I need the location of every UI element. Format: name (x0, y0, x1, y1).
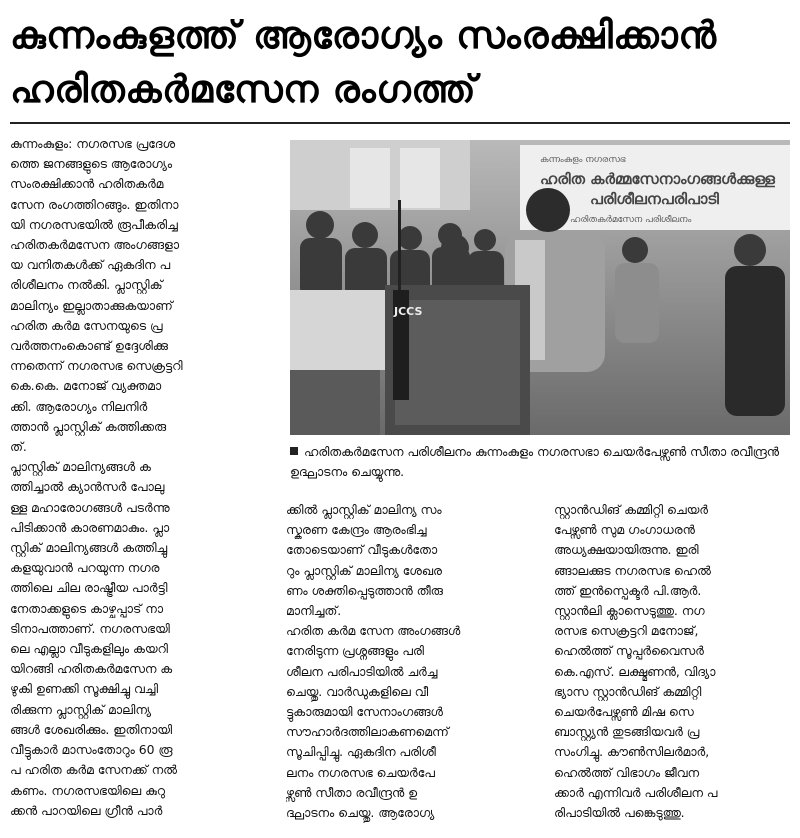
article-line: ത്താൻ പ്ലാസ്റ്റിക് കത്തിക്കരു (10, 418, 167, 434)
article-line: ശീലന പരിപാടിയിൽ ചർച്ച (286, 663, 438, 679)
article-line: വർത്തനംകൊണ്ട് ഉദ്ദേശിക്കു (10, 338, 168, 354)
article-line: ഹരിത കർമ സേനയുടെ പ്ര (10, 317, 163, 333)
news-photo (290, 140, 790, 435)
banner-line-3: ഹരിതകർമസേന പരിശീലനം (570, 215, 692, 225)
article-line: യ വനിതകൾക്ക് ഏകദിന പ (10, 257, 171, 273)
article-line: ന്നതെന്ന് നഗരസഭ സെക്രട്ടറി (10, 358, 183, 374)
article-line: ട്ടുകാരുമായി സേനാംഗങ്ങൾ (286, 704, 443, 720)
article-line: ബാസ്റ്റ്യൻ തുടങ്ങിയവർ പ്ര (554, 724, 700, 740)
article-line: ചെയ്തു. വാർഡുകളിലെ വീ (286, 683, 429, 699)
article-line: തോടെയാണ് വീടുകൾതോ (286, 542, 438, 558)
article-line: സ്റ്റിക് മാലിന്യങ്ങൾ കത്തിച്ചു (10, 540, 168, 556)
article-line: റും പ്ലാസ്റ്റിക് മാലിന്യ ശേഖര (286, 562, 442, 578)
caption-bullet-icon (290, 447, 298, 455)
article-column-2 (286, 500, 534, 823)
article-line: കളയുവാൻ പറയുന്ന നഗര (10, 560, 160, 576)
article-line: മാലിന്യം ഇല്ലാതാക്കുകയാണ് (10, 297, 173, 313)
article-line: ക്കാർ എന്നിവർ പരിശീലന പ (554, 784, 718, 800)
training-event-photo (290, 140, 790, 435)
article-line: യി നഗരസഭയിൽ രൂപീകരിച്ച (10, 216, 178, 232)
banner-line-2: പരിശീലനപരിപാടി (590, 190, 719, 208)
article-line: ള്ള മഹാരോഗങ്ങൾ പടർന്നു (10, 499, 170, 515)
caption-text: ഹരിതകർമസേന പരിശീലനം കുന്നംകുളം നഗരസഭാ ചെയർപേഴ്സൺ സീതാ രവീന്ദ്രൻ ഉദ്ഘാടനം ചെയ്യുന്നു. (290, 444, 779, 479)
article-line: ക്കി. ആരോഗ്യം നിലനിർ (10, 398, 148, 414)
article-column-1 (10, 134, 272, 821)
article-line: ലനം നഗരസഭ ചെയർപേ (286, 764, 435, 780)
article-line: ഴ്സൺ സീതാ രവീന്ദ്രൻ ഉ (286, 784, 418, 800)
article-line: ങ്ങൾ ശേഖരിക്കും. ഇതിനായി (10, 721, 173, 737)
article-line: ഹെൽത്ത് സൂപ്പർവൈസർ (554, 643, 704, 659)
article-line: സംഗിച്ചു. കൗൺസിലർമാർ, (554, 744, 710, 760)
article-line: ത്തെ ജനങ്ങളുടെ ആരോഗ്യം (10, 156, 173, 172)
article-line: ത്. (10, 439, 27, 455)
article-line: സ്റ്റാൻലി ക്ലാസെടുത്തു. നഗ (554, 603, 705, 619)
photo-caption (290, 442, 790, 482)
article-line: കെ.എസ്. ലക്ഷ്മണൻ, വിദ്യാ (554, 663, 716, 679)
article-line: ഭ്യാസ സ്റ്റാൻഡിങ് കമ്മിറ്റി (554, 683, 702, 699)
article-line: യിറങ്ങി ഹരിതകർമസേന ക (10, 661, 173, 677)
article-line: കെ.കെ. മനോജ് വ്യക്തമാ (10, 378, 162, 394)
article-line: സ്റ്റാൻഡിങ് കമ്മിറ്റി ചെയർ (554, 502, 708, 517)
article-line: ത്തിച്ചാൽ ക്യാൻസർ പോലു (10, 479, 165, 495)
article-line: ണം ശക്തിപ്പെടുത്താൻ തീരു (286, 582, 443, 598)
article-line: ഴുകി ഉണക്കി സൂക്ഷിച്ചു വച്ചി (10, 681, 159, 697)
banner-line-1: ഹരിത കർമ്മസേനാംഗങ്ങൾക്കുള്ള (540, 170, 775, 188)
article-line: അധ്യക്ഷയായിരുന്നു. ഇരി (554, 542, 699, 558)
podium-label: JCCS (394, 305, 423, 318)
article-line: പ ഹരിത കർമ സേനക്ക് നൽ (10, 762, 177, 778)
article-line: നേരിടുന്ന പ്രശ്നങ്ങളും പരി (286, 643, 424, 659)
article-line: ഹരിതകർമസേന അംഗങ്ങളാ (10, 237, 180, 253)
article-line: രിപാടിയിൽ പങ്കെടുത്തു. (554, 805, 685, 821)
headline (10, 8, 790, 116)
article-line: ക്കൻ പാറയിലെ ഗ്രീൻ പാർ (10, 802, 163, 818)
article-line: പേഴ്സൺ സുമ ഗംഗാധരൻ (554, 522, 695, 538)
article-line: ചെയർപേഴ്സൺ മിഷ സെ (554, 704, 694, 720)
article-line: കുന്നംകുളം: നഗരസഭ പ്രദേശ (10, 136, 175, 151)
article-line: സംരക്ഷിക്കാൻ ഹരിതകർമ (10, 176, 164, 192)
article-line: പിടിക്കാൻ കാരണമാകും. പ്ലാ (10, 519, 170, 535)
article-line: സേന രംഗത്തിറങ്ങും. ഇതിനാ (10, 196, 179, 212)
article-line: ക്കിൽ പ്ലാസ്റ്റിക് മാലിന്യ സം (286, 502, 442, 517)
article-line: മാനിച്ചത്. (286, 603, 342, 619)
article-line: വീട്ടുകാർ മാസംതോറും 60 രൂ (10, 742, 173, 758)
article-line: ങ്ങാലക്കുട നഗരസഭ ഹെൽ (554, 562, 711, 578)
article-line: രിക്കുന്ന പ്ലാസ്റ്റിക് മാലിന്യ (10, 701, 152, 717)
article-line: ഹരിത കർമ സേന അംഗങ്ങൾ (286, 623, 461, 639)
article-column-3 (554, 500, 790, 823)
article-line: രിശീലനം നൽകി. പ്ലാസ്റ്റിക് (10, 277, 163, 293)
article-line: ലെ എല്ലാ വീടുകളിലും കയറി (10, 641, 168, 657)
article-line: സ്കരണ കേന്ദ്രം ആരംഭിച്ച (286, 522, 427, 538)
article-line: പ്ലാസ്റ്റിക് മാലിന്യങ്ങൾ ക (10, 459, 151, 475)
headline-rule (10, 122, 790, 124)
article-line: രസഭ സെക്രട്ടറി മനോജ്, (554, 623, 699, 639)
headline-line-1: കുന്നംകുളത്ത് ആരോഗ്യം സംരക്ഷിക്കാൻ (10, 13, 717, 57)
article-line: ഹെൽത്ത് വിഭാഗം ജീവന (554, 764, 700, 780)
article-line: ത്ത് ഇൻസ്പെക്ടർ പി.ആർ. (554, 582, 702, 598)
article-line: ദ്ഘാടനം ചെയ്തു. ആരോഗ്യ (286, 805, 435, 821)
article-line: സൗഹാർദത്തിലാകണമെന്ന് (286, 724, 449, 740)
article-line: കണം. നഗരസഭയിലെ കുറു (10, 782, 165, 798)
headline-line-2: ഹരിതകർമസേന രംഗത്ത് (10, 67, 477, 111)
banner-small-text: കന്നംകുളം നഗരസഭ (540, 155, 626, 165)
article-line: ത്തിലെ ചില രാഷ്ട്രീയ പാർട്ടി (10, 580, 168, 596)
article-line: നേതാക്കളുടെ കാഴ്ചപ്പാട് നാ (10, 600, 163, 616)
article-line: സൂചിപ്പിച്ചു. ഏകദിന പരിശീ (286, 744, 436, 760)
article-line: ടിനാപത്താണ്. നഗരസഭയി (10, 620, 170, 636)
